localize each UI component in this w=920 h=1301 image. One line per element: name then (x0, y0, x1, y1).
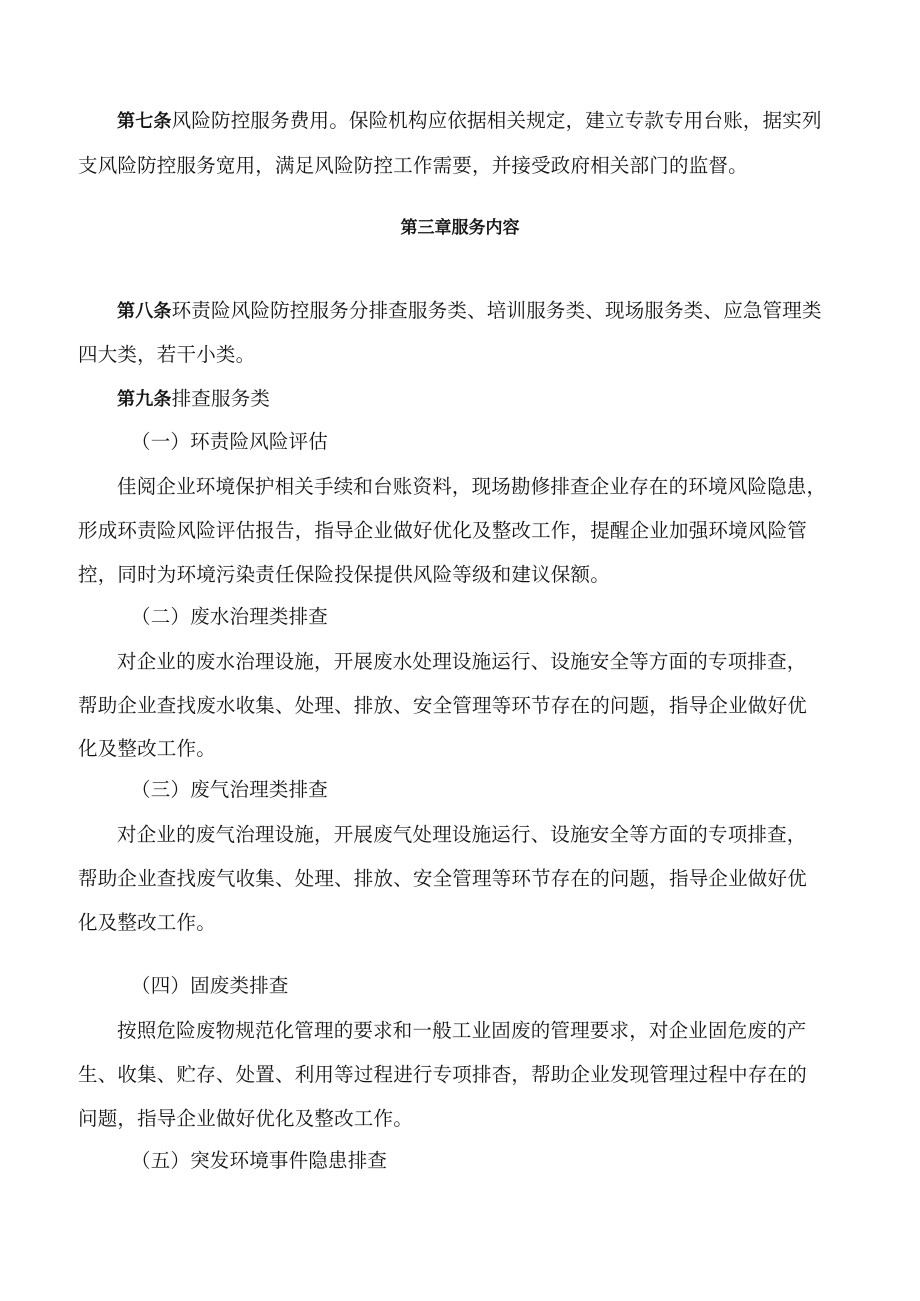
article-8-line-2: 四大类，若干小类。 (78, 343, 256, 366)
article-7-line-1 (117, 108, 822, 135)
item-1-line-2: 形成环责险风险评估报告，指导企业做好优化及整改工作，提醒企业加强环境风险管 (78, 519, 807, 542)
article-8-text-1: 环责险风险防控服务分排查服务类、培训服务类、现场服务类、应急管理类 (171, 299, 822, 322)
item-2-line-3: 化及整改工作。 (78, 737, 216, 760)
article-9-title: 第九条 (117, 389, 172, 410)
article-8-title: 第八条 (117, 301, 172, 322)
item-3-label: （三）废气治理类排查 (131, 778, 329, 801)
item-5-label: （五）突发环境事件隐患排查 (131, 1149, 388, 1172)
article-9-line (117, 386, 270, 413)
item-2-line-1: 对企业的废水治理设施，开展废水处理设施运行、设施安全等方面的专项排查， (117, 650, 807, 673)
article-7-text-1: 风险防控服务费用。保险机构应依据相关规定，建立专款专用台账，据实列 (171, 109, 822, 132)
item-4-label: （四）固废类排查 (131, 974, 289, 997)
article-7-line-2: 支风险防控服务宽用，满足风险防控工作需要，并接受政府相关部门的监督。 (78, 154, 748, 177)
item-4-line-1: 按照危险废物规范化管理的要求和一般工业固废的管理要求，对企业固危废的产 (117, 1019, 807, 1042)
item-3-line-3: 化及整改工作。 (78, 911, 216, 934)
item-1-line-1: 佳阅企业环境保护相关手续和台账资料，现场勘修排查企业存在的环境风险隐患， (117, 475, 827, 498)
article-9-text: 排查服务类 (171, 387, 271, 410)
article-8-line-1 (117, 298, 822, 325)
item-2-line-2: 帮助企业查找废水收集、处理、排放、安全管理等环节存在的问题，指导企业做好优 (78, 694, 807, 717)
chapter-3-heading: 第三章服务内容 (400, 218, 520, 238)
item-2-label: （二）废水治理类排查 (131, 605, 329, 628)
item-3-line-2: 帮助企业查找废气收集、处理、排放、安全管理等环节存在的问题，指导企业做好优 (78, 867, 807, 890)
article-7-title: 第七条 (117, 111, 172, 132)
item-3-line-1: 对企业的废气治理设施，开展废气处理设施运行、设施安全等方面的专项排查， (117, 823, 807, 846)
item-1-label: （一）环责险风险评估 (131, 430, 329, 453)
item-4-line-2: 生、收集、贮存、处置、利用等过程进行专项排杳，帮助企业发现管理过程中存在的 (78, 1063, 807, 1086)
item-4-line-3: 问题，指导企业做好优化及整改工作。 (78, 1107, 413, 1130)
item-1-line-3: 控，同时为环境污染责任保险投保提供风险等级和建议保额。 (78, 563, 610, 586)
